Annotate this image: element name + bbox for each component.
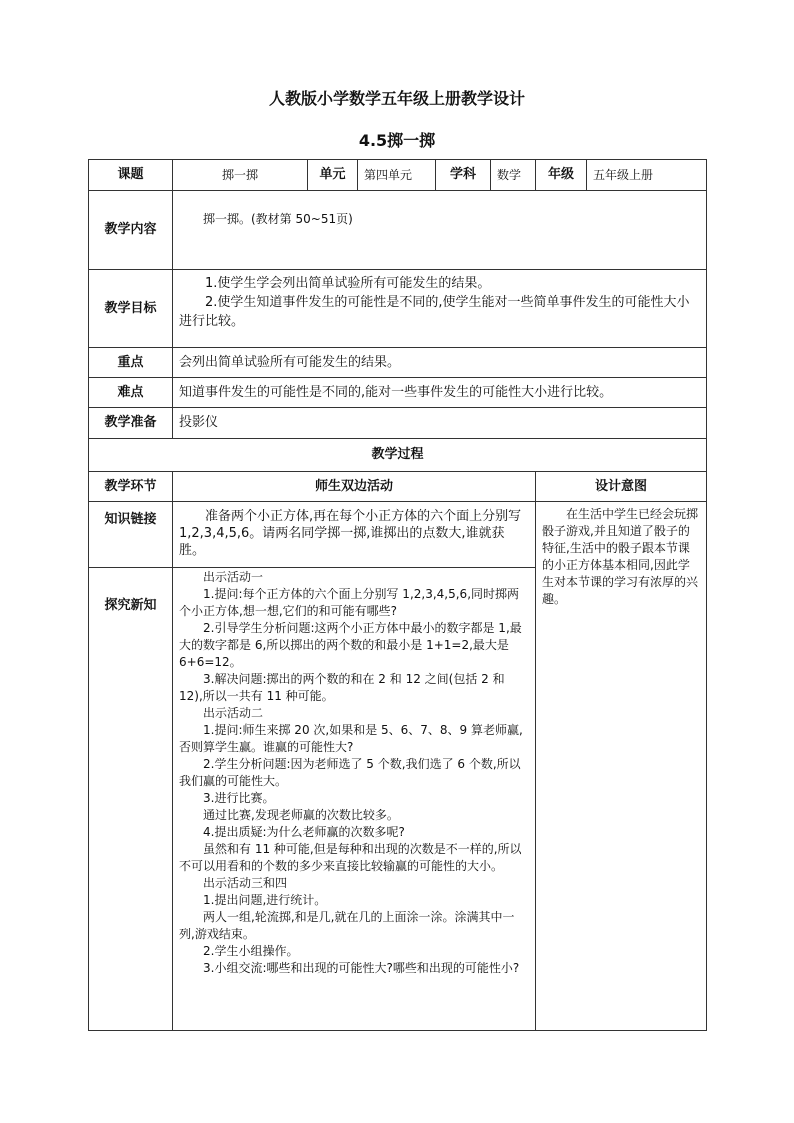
col-stage-header: 教学环节	[89, 472, 173, 502]
unit-value: 第四单元	[358, 160, 436, 191]
intent-cell	[536, 502, 707, 1031]
explore-line: 1.提问:师生来掷 20 次,如果和是 5、6、7、8、9 算老师赢,否则算学生赢。谁赢的可能性大?	[179, 723, 523, 754]
prep-row	[89, 408, 707, 439]
explore-line: 1.提问:每个正方体的六个面上分别写 1,2,3,4,5,6,同时掷两个小正方体,想一想,它们的和可能有哪些?	[179, 587, 520, 618]
intent-text: 在生活中学生已经会玩掷骰子游戏,并且知道了骰子的特征,生活中的骰子跟本节课的小正方体基本相同,因此学生对本节课的学习有浓厚的兴趣。	[542, 507, 699, 606]
document-title: 人教版小学数学五年级上册教学设计	[268, 89, 525, 108]
process-columns-row	[89, 472, 707, 502]
explore-line: 2.学生小组操作。	[203, 944, 299, 958]
goal-1: 1.使学生学会列出简单试验所有可能发生的结果。	[205, 276, 491, 291]
content-text: 掷一掷。(教材第 50~51页)	[203, 212, 353, 226]
explore-line: 两人一组,轮流掷,和是几,就在几的上面涂一涂。涂满其中一列,游戏结束。	[179, 910, 515, 941]
subject-value: 数学	[491, 160, 536, 191]
explore-line: 3.解决问题:掷出的两个数的和在 2 和 12 之间(包括 2 和 12),所以一共有 11 种可能。	[179, 672, 505, 703]
link-row	[89, 502, 707, 568]
prep-label: 教学准备	[89, 408, 173, 439]
goals-row	[89, 270, 707, 348]
explore-line: 2.引导学生分析问题:这两个小正方体中最小的数字都是 1,最大的数字都是 6,所以掷出的两个数的和最小是 1+1=2,最大是 6+6=12。	[179, 621, 522, 669]
explore-line: 4.提出质疑:为什么老师赢的次数多呢?	[203, 825, 405, 839]
explore-line: 通过比赛,发现老师赢的次数比较多。	[203, 808, 399, 822]
key-point-text: 会列出简单试验所有可能发生的结果。	[173, 348, 707, 378]
process-heading-row	[89, 439, 707, 472]
goals-cell	[173, 270, 707, 348]
process-heading: 教学过程	[89, 439, 707, 472]
grade-label: 年级	[536, 160, 587, 191]
content-row	[89, 191, 707, 270]
explore-line: 虽然和有 11 种可能,但是每种和出现的次数是不一样的,所以不可以用看和的个数的多少来直接比较输赢的可能性的大小。	[179, 842, 522, 873]
key-point-label: 重点	[89, 348, 173, 378]
lesson-subtitle: 4.5掷一掷	[358, 131, 436, 150]
content-cell	[173, 191, 707, 270]
col-intent-header: 设计意图	[536, 472, 707, 502]
explore-line: 出示活动一	[203, 570, 264, 584]
explore-line: 3.进行比赛。	[203, 791, 275, 805]
topic-label: 课题	[89, 160, 173, 191]
content-label: 教学内容	[89, 191, 173, 270]
difficulty-text: 知道事件发生的可能性是不同的,能对一些事件发生的可能性大小进行比较。	[173, 378, 707, 408]
lesson-plan-table	[88, 159, 707, 1031]
link-text: 准备两个小正方体,再在每个小正方体的六个面上分别写 1,2,3,4,5,6。请两名同学掷一掷,谁掷出的点数大,谁就获胜。	[179, 509, 522, 558]
header-row	[89, 160, 707, 191]
explore-label: 探究新知	[89, 568, 173, 1031]
goals-label: 教学目标	[89, 270, 173, 348]
link-cell	[173, 502, 536, 568]
explore-line: 1.提出问题,进行统计。	[203, 893, 327, 907]
key-point-row	[89, 348, 707, 378]
grade-value: 五年级上册	[587, 160, 707, 191]
explore-line: 出示活动二	[203, 706, 264, 720]
difficulty-label: 难点	[89, 378, 173, 408]
goal-2: 2.使学生知道事件发生的可能性是不同的,使学生能对一些简单事件发生的可能性大小进行比较。	[179, 295, 690, 329]
subject-label: 学科	[436, 160, 491, 191]
topic-value: 掷一掷	[173, 160, 308, 191]
prep-text: 投影仪	[173, 408, 707, 439]
unit-label: 单元	[308, 160, 358, 191]
explore-line: 3.小组交流:哪些和出现的可能性大?哪些和出现的可能性小?	[203, 961, 520, 975]
explore-line: 出示活动三和四	[203, 876, 288, 890]
explore-cell	[173, 568, 536, 1031]
explore-line: 2.学生分析问题:因为老师选了 5 个数,我们选了 6 个数,所以我们赢的可能性大。	[179, 757, 521, 788]
link-label: 知识链接	[89, 502, 173, 568]
col-activity-header: 师生双边活动	[173, 472, 536, 502]
difficulty-row	[89, 378, 707, 408]
